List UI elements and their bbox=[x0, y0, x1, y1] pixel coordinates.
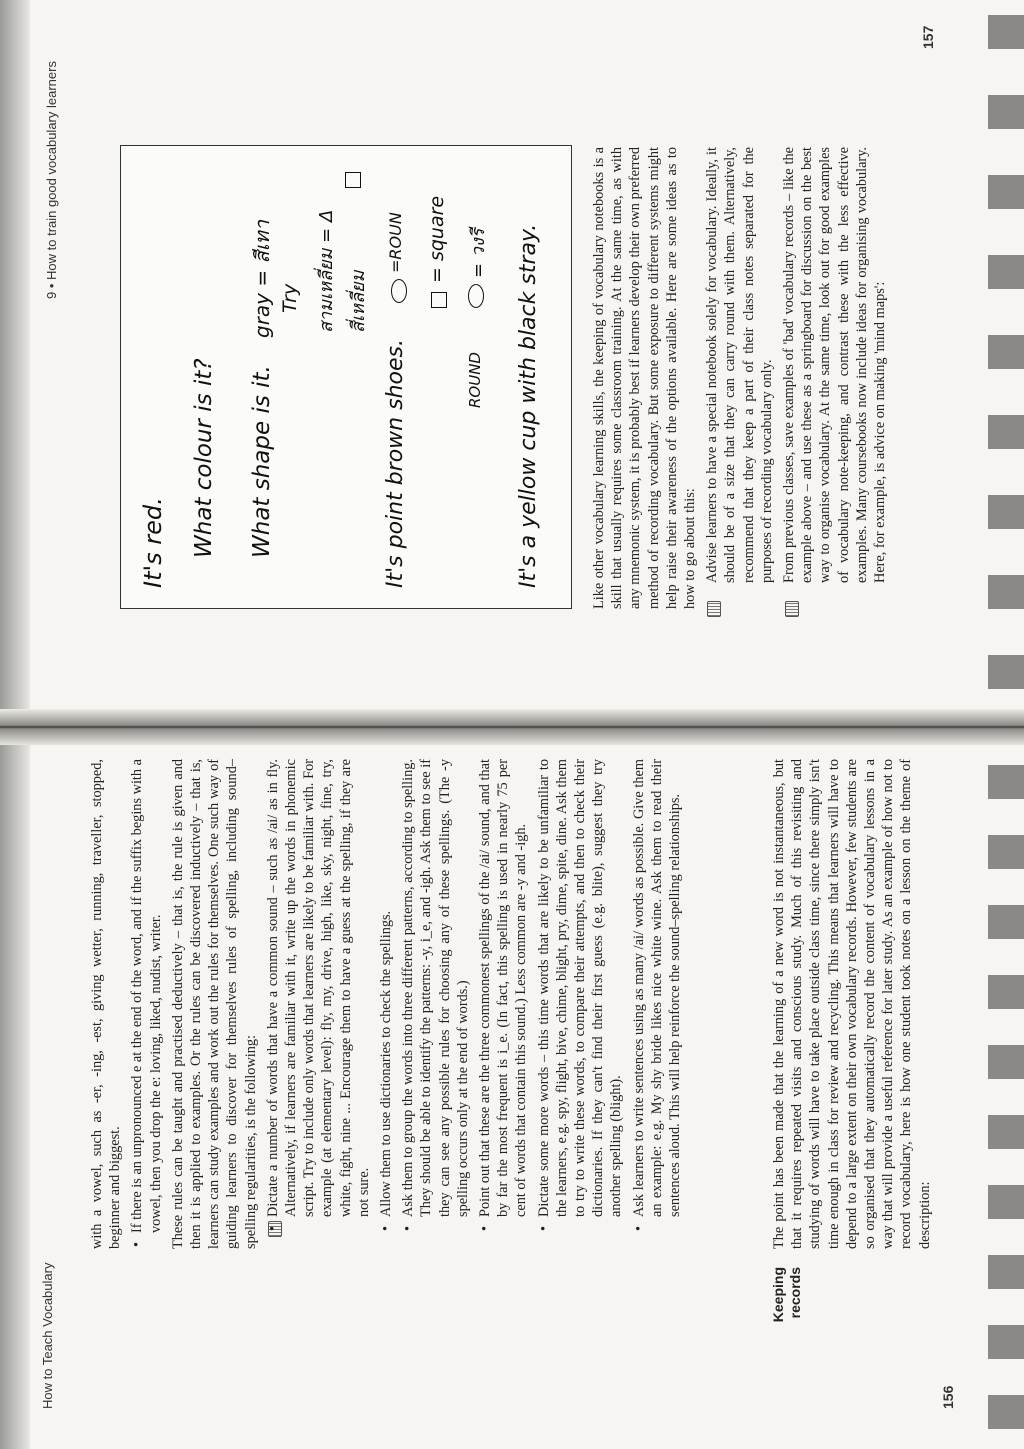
note-line: สามเหลี่ยม = Δ bbox=[316, 209, 337, 333]
right-main-column bbox=[590, 147, 893, 609]
trainer-icon bbox=[707, 601, 721, 617]
intro-bullet: • If there is an unpronounced e at the end of the word, and if the suffix begins with a vowel, then you drop the e: loving, liked, nudist, writer. bbox=[128, 759, 164, 1249]
note-line: Try bbox=[279, 283, 301, 313]
keeping-records-text: The point has been made that the learning of a new word is not instantaneous, but that it requires repeated visits and conscious study. Much of this revisiting and studying of words will have to take place outside class time, since there simply isn't time enough in class for review and recycling. This means that learners will have to depend to a large extent on their own vocabulary records. However, few students are so organised that they automatically record the content of vocabulary lessons in a way that will provide a useful reference for later study. As an example of how not to record vocabulary, here is how one student took notes on a lesson on the theme of description: bbox=[771, 759, 933, 1249]
list-item: From previous classes, save examples of 'bad' vocabulary records – like the example above – and use these as a springboard for discussion on the best way to organise vocabulary. At the same time, look out for good examples of vocabulary note-keeping, and contrast these with the less effective examples. Many coursebooks now include ideas for organising vocabulary. Here, for example, is advice on making 'mind maps': bbox=[781, 147, 889, 583]
running-head-right: 9 • How to train good vocabulary learners bbox=[44, 61, 59, 299]
list-item: • Ask learners to write sentences using as many /ai/ words as possible. Give them an example: e.g. My shy bride likes nice white wine. Ask them to read their sentences aloud. This will help reinforce the sound–spelling relationships. bbox=[630, 759, 685, 1233]
list-item: • Dictate a number of words that have a common sound – such as /ai/ as in fly. Alternatively, if learners are familiar with it, write up the words in phonemic script. Try to include only words that learners are likely to be familiar with. For example (at elementary level): fly, my, drive, high, like, sky, night, fine, try, white, fight, nine ... Encourage them to have a guess at the spelling, if they are not sure. bbox=[264, 759, 373, 1233]
page-edge-tabs bbox=[980, 0, 1024, 1449]
list-item: • Ask them to group the words into three different patterns, according to spelling. They should be able to identify the patterns: -y, i_e, and -igh. Ask them to see if they can see any possible rules for choosing any of these spellings. (The -y spelling occurs only at the end of words.) bbox=[399, 759, 472, 1233]
list-item: • Point out that these are the three commonest spellings of the /ai/ sound, and that by far the most frequent is i_e. (In fact, this spelling is used in nearly 75 per cent of words that contain this sound.) Less common are -y and -igh. bbox=[476, 759, 531, 1233]
note-line: ROUND bbox=[466, 352, 484, 408]
trainer-icon bbox=[785, 601, 799, 617]
advice-list bbox=[703, 147, 889, 609]
note-line: It's a yellow cup with black stray. bbox=[516, 223, 541, 588]
right-page bbox=[0, 0, 1024, 719]
activity-list bbox=[264, 759, 684, 1249]
note-line: What colour is it? bbox=[191, 358, 217, 558]
note-line: = square bbox=[426, 195, 448, 283]
note-line: It's point brown shoes. bbox=[383, 339, 408, 588]
list-item: • Dictate some more words – this time words that are likely to be unfamiliar to the learners, e.g. spy, flight, bive, chime, blight, pry, dime, spite, dine. Ask them to try to write these words, to compare their attempts, and then to check their dictionaries. If they can't find their first guess (e.g. blite), suggest they try another spelling (blight). bbox=[535, 759, 626, 1233]
circle-icon bbox=[391, 279, 407, 303]
page-number-right: 157 bbox=[920, 25, 936, 49]
list-item: • Allow them to use dictionaries to check the spellings. bbox=[377, 759, 395, 1233]
left-page bbox=[0, 735, 1024, 1449]
square-icon bbox=[345, 172, 361, 188]
list-item: Advise learners to have a special notebook solely for vocabulary. Ideally, it should be of a size that they can carry round with them. Alternatively, recommend that they keep a part of their class notes separated for the purposes of recording vocabulary only. bbox=[704, 147, 775, 583]
note-line: = วงรี bbox=[468, 228, 489, 278]
intro-text: with a vowel, such as -er, -ing, -est, giving wetter, running, traveller, stopped, beginner and biggest. bbox=[89, 759, 124, 1249]
note-line: What shape is it. bbox=[249, 365, 275, 558]
note-line: It's red. bbox=[139, 497, 167, 588]
left-main-column bbox=[88, 759, 688, 1249]
page-number-left: 156 bbox=[940, 1385, 956, 1409]
paragraph: Like other vocabulary learning skills, the keeping of vocabulary notebooks is a skill that usually requires some classroom training. At the same time, as with any mnemonic system, it is probably best if learners develop their own preferred method of recording vocabulary. But some exposure to different systems might help raise their awareness of the options available. Here are some ideas as to how to go about this: bbox=[591, 147, 699, 609]
running-head-left: How to Teach Vocabulary bbox=[40, 1262, 55, 1409]
note-line: =ROUN bbox=[386, 212, 405, 273]
sidehead: Keeping records bbox=[770, 1267, 803, 1323]
square-icon bbox=[431, 292, 447, 308]
note-line: gray = สีเทา bbox=[250, 220, 274, 338]
handwritten-notebook-figure bbox=[120, 145, 572, 609]
note-line: สี่เหลี่ยม bbox=[348, 270, 369, 333]
paragraph: These rules can be taught and practised deductively – that is, the rule is given and then it is applied to examples. Or the rules can be discovered inductively – that is, learners can study examples and work out the rules for themselves. One such way of guiding learners to discover for themselves rules of spelling, including sound–spelling regularities, is the following: bbox=[169, 759, 259, 1249]
oval-icon bbox=[468, 284, 484, 308]
